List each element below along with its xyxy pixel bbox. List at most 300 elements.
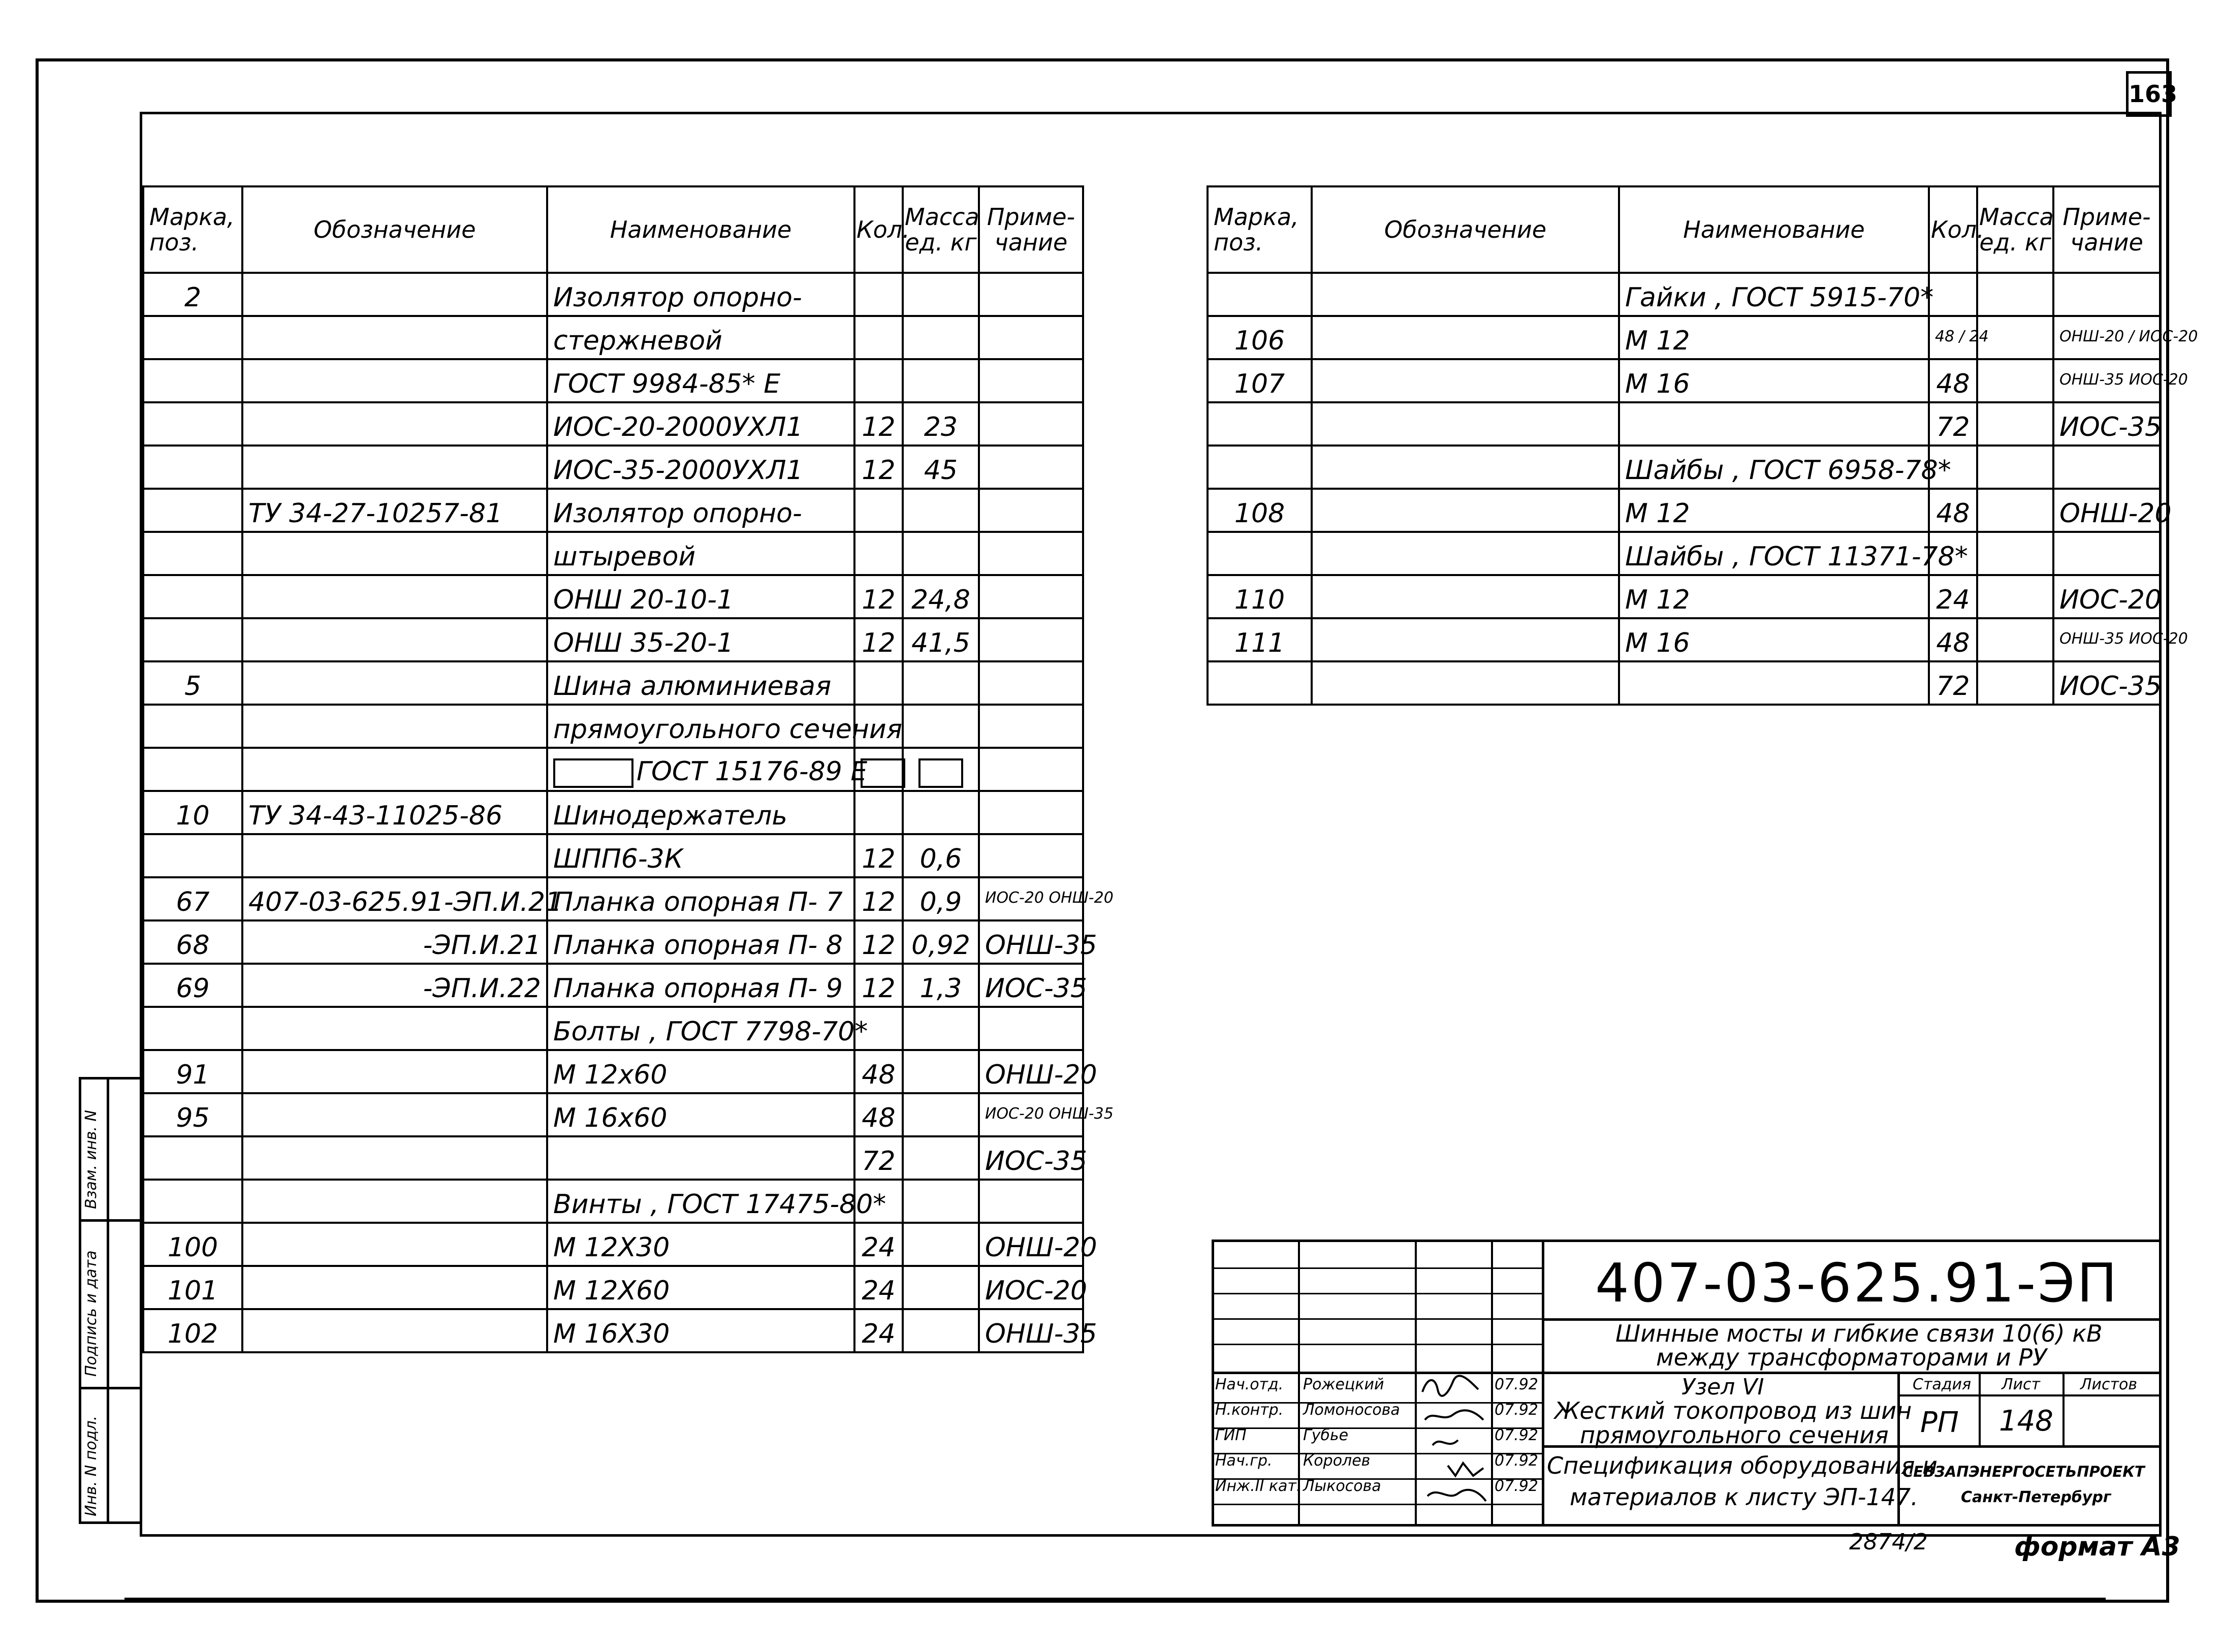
note-cell — [979, 489, 1083, 532]
mass-cell — [903, 1136, 979, 1180]
table-row — [143, 532, 1083, 575]
pos-cell — [143, 748, 242, 791]
pos-cell — [143, 489, 242, 532]
qty-cell — [854, 489, 903, 532]
name-cell: Планка опорная П- 9 — [547, 964, 854, 1007]
table-row — [143, 920, 1083, 964]
designation-cell — [242, 1309, 547, 1352]
mass-cell — [903, 489, 979, 532]
staff-role: Инж.II кат. — [1215, 1477, 1302, 1495]
note-cell — [979, 705, 1083, 748]
pos-cell — [1208, 402, 1312, 446]
table-row — [143, 877, 1083, 920]
header-mass: Масса ед. кг — [1977, 186, 2053, 273]
header-designation: Обозначение — [1312, 186, 1619, 273]
qty-cell — [854, 791, 903, 834]
table-row — [1208, 402, 2160, 446]
paper-format: формат А3 — [2014, 1532, 2180, 1562]
mass-cell — [1977, 402, 2053, 446]
designation-cell — [242, 748, 547, 791]
qty-cell — [1929, 273, 1977, 316]
staff-date: 07.92 — [1495, 1452, 1538, 1470]
header-qty: Кол. — [854, 186, 903, 273]
name-cell: ГОСТ 9984-85* Е — [547, 359, 854, 402]
note-cell — [979, 575, 1083, 618]
note-cell — [979, 532, 1083, 575]
note-cell — [2053, 446, 2160, 489]
designation-cell — [1312, 359, 1619, 402]
qty-cell: 12 — [854, 575, 903, 618]
designation-cell — [242, 359, 547, 402]
designation-cell — [242, 1093, 547, 1136]
note-cell: ОНШ-20 — [979, 1050, 1083, 1093]
mass-cell — [903, 1180, 979, 1223]
staff-date: 07.92 — [1495, 1426, 1538, 1444]
name-cell — [547, 1136, 854, 1180]
note-cell — [979, 791, 1083, 834]
qty-cell: 48 — [1929, 618, 1977, 661]
blank-field-box — [861, 758, 905, 788]
mass-cell — [1977, 489, 2053, 532]
note-cell: ОНШ-35 ИОС-20 — [2053, 618, 2160, 661]
qty-cell: 12 — [854, 402, 903, 446]
pos-cell: 68 — [143, 920, 242, 964]
mass-cell: 24,8 — [903, 575, 979, 618]
title-block-line — [1542, 1240, 1544, 1527]
table-row — [1208, 316, 2160, 359]
table-row — [143, 791, 1083, 834]
designation-cell — [1312, 273, 1619, 316]
sheet-line-2: материалов к листу ЭП-147. — [1570, 1483, 1918, 1511]
name-cell: Гайки , ГОСТ 5915-70* — [1619, 273, 1929, 316]
designation-cell — [1312, 618, 1619, 661]
designation-cell — [1312, 575, 1619, 618]
header-qty: Кол. — [1929, 186, 1977, 273]
qty-cell: 24 — [854, 1309, 903, 1352]
name-cell — [547, 748, 868, 791]
qty-cell: 48 — [1929, 489, 1977, 532]
name-cell: ИОС-20-2000УХЛ1 — [547, 402, 854, 446]
mass-cell — [1977, 575, 2053, 618]
mass-cell — [903, 1050, 979, 1093]
note-cell — [2053, 273, 2160, 316]
left-header-row — [143, 186, 1083, 273]
table-row — [143, 446, 1083, 489]
mass-cell — [903, 1223, 979, 1266]
name-text: ГОСТ 15176-89 Е — [637, 756, 868, 787]
title-line-1: Шинные мосты и гибкие связи 10(6) кВ — [1615, 1320, 2103, 1347]
blank-field-box — [553, 758, 633, 788]
note-cell: ИОС-20 — [2053, 575, 2160, 618]
pos-cell — [143, 359, 242, 402]
designation-cell — [1312, 489, 1619, 532]
table-row — [143, 748, 1083, 791]
note-cell — [979, 834, 1083, 877]
header-note: Приме- чание — [979, 186, 1083, 273]
name-cell: стержневой — [547, 316, 854, 359]
pos-cell — [1208, 446, 1312, 489]
title-block-line — [1212, 1267, 1542, 1269]
designation-cell: -ЭП.И.22 — [242, 964, 547, 1007]
pos-cell — [143, 618, 242, 661]
note-cell: ИОС-20 — [979, 1266, 1083, 1309]
mass-cell — [903, 1007, 979, 1050]
qty-cell: 48 — [854, 1050, 903, 1093]
mass-cell — [903, 791, 979, 834]
mass-cell — [903, 359, 979, 402]
name-cell: М 16х60 — [547, 1093, 854, 1136]
table-row — [143, 359, 1083, 402]
note-cell: ОНШ-20 — [979, 1223, 1083, 1266]
title-block-line — [1979, 1372, 1981, 1445]
pos-cell — [143, 1136, 242, 1180]
title-block-line — [1491, 1240, 1493, 1527]
table-row — [143, 1223, 1083, 1266]
qty-cell — [854, 532, 903, 575]
pos-cell — [143, 402, 242, 446]
name-cell: прямоугольного сечения — [547, 705, 854, 748]
pos-cell: 69 — [143, 964, 242, 1007]
note-cell: ИОС-35 — [979, 964, 1083, 1007]
pos-cell: 111 — [1208, 618, 1312, 661]
name-cell: ИОС-35-2000УХЛ1 — [547, 446, 854, 489]
mass-cell: 0,9 — [903, 877, 979, 920]
sheet-value: 148 — [1999, 1405, 2053, 1438]
qty-cell — [854, 748, 903, 791]
qty-cell — [854, 273, 903, 316]
pos-cell — [143, 532, 242, 575]
note-cell — [2053, 532, 2160, 575]
pos-cell: 100 — [143, 1223, 242, 1266]
name-cell: М 12Х30 — [547, 1223, 854, 1266]
qty-cell: 48 / 24 — [1929, 316, 1977, 359]
node-line-2: прямоугольного сечения — [1580, 1421, 1889, 1449]
note-cell — [979, 1007, 1083, 1050]
title-line-2: между трансформаторами и РУ — [1656, 1344, 2047, 1371]
bottom-line — [124, 1598, 2106, 1600]
title-block-line — [1212, 1427, 1542, 1429]
pos-cell: 10 — [143, 791, 242, 834]
designation-cell: ТУ 34-43-11025-86 — [242, 791, 547, 834]
designation-cell — [242, 834, 547, 877]
note-cell — [979, 316, 1083, 359]
table-row — [143, 1136, 1083, 1180]
title-block-line — [1212, 1504, 1542, 1505]
designation-cell — [242, 402, 547, 446]
name-cell: Планка опорная П- 8 — [547, 920, 854, 964]
note-cell: ОНШ-20 / ИОС-20 — [2053, 316, 2160, 359]
mass-cell — [903, 532, 979, 575]
staff-role: ГИП — [1215, 1426, 1247, 1444]
mass-cell — [903, 273, 979, 316]
note-cell: ИОС-35 — [2053, 661, 2160, 705]
pos-cell — [1208, 273, 1312, 316]
table-row — [1208, 489, 2160, 532]
designation-cell — [1312, 402, 1619, 446]
pos-cell: 95 — [143, 1093, 242, 1136]
table-row — [143, 489, 1083, 532]
table-row — [143, 402, 1083, 446]
pos-cell: 106 — [1208, 316, 1312, 359]
name-cell: Изолятор опорно- — [547, 489, 854, 532]
sheets-label: Листов — [2080, 1376, 2138, 1393]
title-block-line — [2062, 1372, 2065, 1445]
qty-cell: 12 — [854, 920, 903, 964]
note-cell: ИОС-20 ОНШ-35 — [979, 1093, 1083, 1136]
qty-cell: 12 — [854, 877, 903, 920]
pos-cell: 108 — [1208, 489, 1312, 532]
name-cell: Изолятор опорно- — [547, 273, 854, 316]
node-line-1: Жесткий токопровод из шин — [1554, 1397, 1912, 1424]
designation-cell — [1312, 661, 1619, 705]
staff-name: Королев — [1303, 1452, 1371, 1470]
qty-cell: 24 — [854, 1266, 903, 1309]
header-pos: Марка, поз. — [1208, 186, 1312, 273]
note-cell — [979, 446, 1083, 489]
name-cell: Болты , ГОСТ 7798-70* — [547, 1007, 854, 1050]
qty-cell: 12 — [854, 964, 903, 1007]
note-cell: ОНШ-35 — [979, 920, 1083, 964]
note-cell — [979, 402, 1083, 446]
name-cell: М 16Х30 — [547, 1309, 854, 1352]
pos-cell — [143, 575, 242, 618]
staff-date: 07.92 — [1495, 1376, 1538, 1393]
side-label-replacement-inv: Взам. инв. N — [82, 1110, 100, 1209]
name-cell: М 16 — [1619, 359, 1929, 402]
mass-cell — [903, 1266, 979, 1309]
mass-cell — [1977, 532, 2053, 575]
pos-cell — [143, 316, 242, 359]
table-row — [143, 834, 1083, 877]
qty-cell: 12 — [854, 834, 903, 877]
staff-name: Губье — [1303, 1426, 1349, 1444]
qty-cell: 24 — [854, 1223, 903, 1266]
pos-cell — [143, 1180, 242, 1223]
note-cell: ИОС-35 — [2053, 402, 2160, 446]
title-block-line — [1415, 1240, 1417, 1527]
designation-cell — [242, 575, 547, 618]
name-cell — [1619, 661, 1929, 705]
table-row — [143, 1093, 1083, 1136]
name-cell: ШПП6-3К — [547, 834, 854, 877]
qty-cell: 72 — [854, 1136, 903, 1180]
designation-cell: 407-03-625.91-ЭП.И.21 — [242, 877, 547, 920]
mass-cell — [1977, 359, 2053, 402]
pos-cell — [1208, 532, 1312, 575]
organization-name: СЕВЗАПЭНЕРГОСЕТЬПРОЕКТ — [1902, 1463, 2145, 1480]
mass-cell — [903, 748, 979, 791]
name-cell: М 12 — [1619, 489, 1929, 532]
qty-cell: 12 — [854, 618, 903, 661]
note-cell — [979, 1180, 1083, 1223]
table-row — [143, 964, 1083, 1007]
name-cell — [1619, 402, 1929, 446]
header-note: Приме- чание — [2053, 186, 2160, 273]
note-cell — [979, 618, 1083, 661]
qty-cell — [854, 661, 903, 705]
table-row — [143, 661, 1083, 705]
pos-cell: 102 — [143, 1309, 242, 1352]
staff-role: Нач.отд. — [1215, 1376, 1284, 1393]
mass-cell: 0,92 — [903, 920, 979, 964]
table-row — [1208, 618, 2160, 661]
designation-cell — [1312, 446, 1619, 489]
mass-cell — [903, 661, 979, 705]
name-cell: М 12х60 — [547, 1050, 854, 1093]
staff-role: Н.контр. — [1215, 1401, 1284, 1419]
title-block-line — [1212, 1344, 1542, 1345]
pos-cell — [143, 1007, 242, 1050]
name-cell: М 12 — [1619, 316, 1929, 359]
table-row — [143, 1266, 1083, 1309]
pos-cell: 5 — [143, 661, 242, 705]
table-row — [1208, 532, 2160, 575]
staff-date: 07.92 — [1495, 1477, 1538, 1495]
designation-cell: -ЭП.И.21 — [242, 920, 547, 964]
note-cell: ИОС-35 — [979, 1136, 1083, 1180]
name-cell: Шина алюминиевая — [547, 661, 854, 705]
pos-cell — [143, 834, 242, 877]
table-row — [143, 273, 1083, 316]
qty-cell: 72 — [1929, 661, 1977, 705]
note-cell: ОНШ-35 ИОС-20 — [2053, 359, 2160, 402]
staff-name: Рожецкий — [1303, 1376, 1384, 1393]
staff-role: Нач.гр. — [1215, 1452, 1273, 1470]
mass-cell — [1977, 273, 2053, 316]
header-name: Наименование — [547, 186, 854, 273]
mass-cell — [903, 1093, 979, 1136]
header-name: Наименование — [1619, 186, 1929, 273]
name-cell: Шайбы , ГОСТ 6958-78* — [1619, 446, 1929, 489]
note-cell — [979, 273, 1083, 316]
header-pos: Марка, поз. — [143, 186, 242, 273]
right-spec-table — [1207, 185, 2198, 706]
pos-cell — [1208, 661, 1312, 705]
table-row — [143, 316, 1083, 359]
name-cell: штыревой — [547, 532, 854, 575]
node-title: Узел VI — [1681, 1374, 1764, 1400]
name-cell: М 12 — [1619, 575, 1929, 618]
designation-cell — [242, 705, 547, 748]
table-row — [143, 618, 1083, 661]
side-stamp-divider — [79, 1219, 142, 1222]
title-block-line — [1212, 1318, 1542, 1320]
mass-cell — [903, 705, 979, 748]
table-row — [1208, 273, 2160, 316]
right-header-row — [1208, 186, 2160, 273]
archive-number: 2874/2 — [1849, 1529, 1928, 1555]
table-row — [143, 1309, 1083, 1352]
sheet-label: Лист — [2002, 1376, 2041, 1393]
staff-name: Лыкосова — [1303, 1477, 1381, 1495]
table-row — [1208, 575, 2160, 618]
staff-date: 07.92 — [1495, 1401, 1538, 1419]
qty-cell — [854, 359, 903, 402]
note-cell — [979, 661, 1083, 705]
note-cell — [979, 748, 1083, 791]
designation-cell — [242, 1180, 547, 1223]
table-row — [1208, 446, 2160, 489]
name-cell: Винты , ГОСТ 17475-80* — [547, 1180, 854, 1223]
mass-cell — [1977, 446, 2053, 489]
title-block-line — [1212, 1293, 1542, 1294]
side-label-original-inv: Инв. N подл. — [82, 1415, 100, 1516]
stage-value: РП — [1920, 1406, 1959, 1439]
note-cell: ИОС-20 ОНШ-20 — [979, 877, 1083, 920]
table-row — [143, 1007, 1083, 1050]
table-row — [143, 1050, 1083, 1093]
designation-cell — [242, 1266, 547, 1309]
name-cell: Шинодержатель — [547, 791, 854, 834]
designation-cell — [242, 1223, 547, 1266]
page-number: 163 — [2129, 80, 2178, 108]
qty-cell: 72 — [1929, 402, 1977, 446]
mass-cell: 41,5 — [903, 618, 979, 661]
pos-cell: 91 — [143, 1050, 242, 1093]
mass-cell — [1977, 661, 2053, 705]
pos-cell: 2 — [143, 273, 242, 316]
blank-field-box — [918, 758, 963, 788]
page-number-box — [2126, 71, 2178, 117]
mass-cell — [903, 316, 979, 359]
table-row — [143, 705, 1083, 748]
designation-cell — [242, 618, 547, 661]
designation-cell — [242, 532, 547, 575]
qty-cell — [854, 316, 903, 359]
designation-cell — [242, 273, 547, 316]
pos-cell — [143, 446, 242, 489]
mass-cell: 0,6 — [903, 834, 979, 877]
name-cell: Планка опорная П- 7 — [547, 877, 854, 920]
name-cell: М 16 — [1619, 618, 1929, 661]
name-cell: М 12Х60 — [547, 1266, 854, 1309]
note-cell — [979, 359, 1083, 402]
pos-cell: 67 — [143, 877, 242, 920]
table-row — [143, 1180, 1083, 1223]
mass-cell — [1977, 618, 2053, 661]
mass-cell — [903, 1309, 979, 1352]
document-code: 407-03-625.91-ЭП — [1595, 1252, 2119, 1314]
mass-cell: 23 — [903, 402, 979, 446]
qty-cell: 48 — [1929, 359, 1977, 402]
qty-cell: 24 — [1929, 575, 1977, 618]
stage-label: Стадия — [1913, 1376, 1972, 1393]
designation-cell — [242, 1136, 547, 1180]
mass-cell: 1,3 — [903, 964, 979, 1007]
table-row — [1208, 359, 2160, 402]
title-block-line — [1897, 1394, 2162, 1396]
name-cell: Шайбы , ГОСТ 11371-78* — [1619, 532, 1929, 575]
designation-cell — [242, 1007, 547, 1050]
note-cell: ОНШ-20 — [2053, 489, 2160, 532]
side-label-signature-date: Подпись и дата — [82, 1250, 100, 1377]
staff-name: Ломоносова — [1303, 1401, 1400, 1419]
table-row — [1208, 661, 2160, 705]
header-mass: Масса ед. кг — [903, 186, 979, 273]
qty-cell: 12 — [854, 446, 903, 489]
designation-cell — [1312, 532, 1619, 575]
designation-cell — [1312, 316, 1619, 359]
signatures — [1417, 1374, 1491, 1524]
designation-cell — [242, 316, 547, 359]
pos-cell: 110 — [1208, 575, 1312, 618]
designation-cell — [242, 446, 547, 489]
pos-cell — [143, 705, 242, 748]
name-cell: ОНШ 35-20-1 — [547, 618, 854, 661]
note-cell: ОНШ-35 — [979, 1309, 1083, 1352]
side-stamp-divider — [107, 1077, 109, 1524]
pos-cell: 107 — [1208, 359, 1312, 402]
